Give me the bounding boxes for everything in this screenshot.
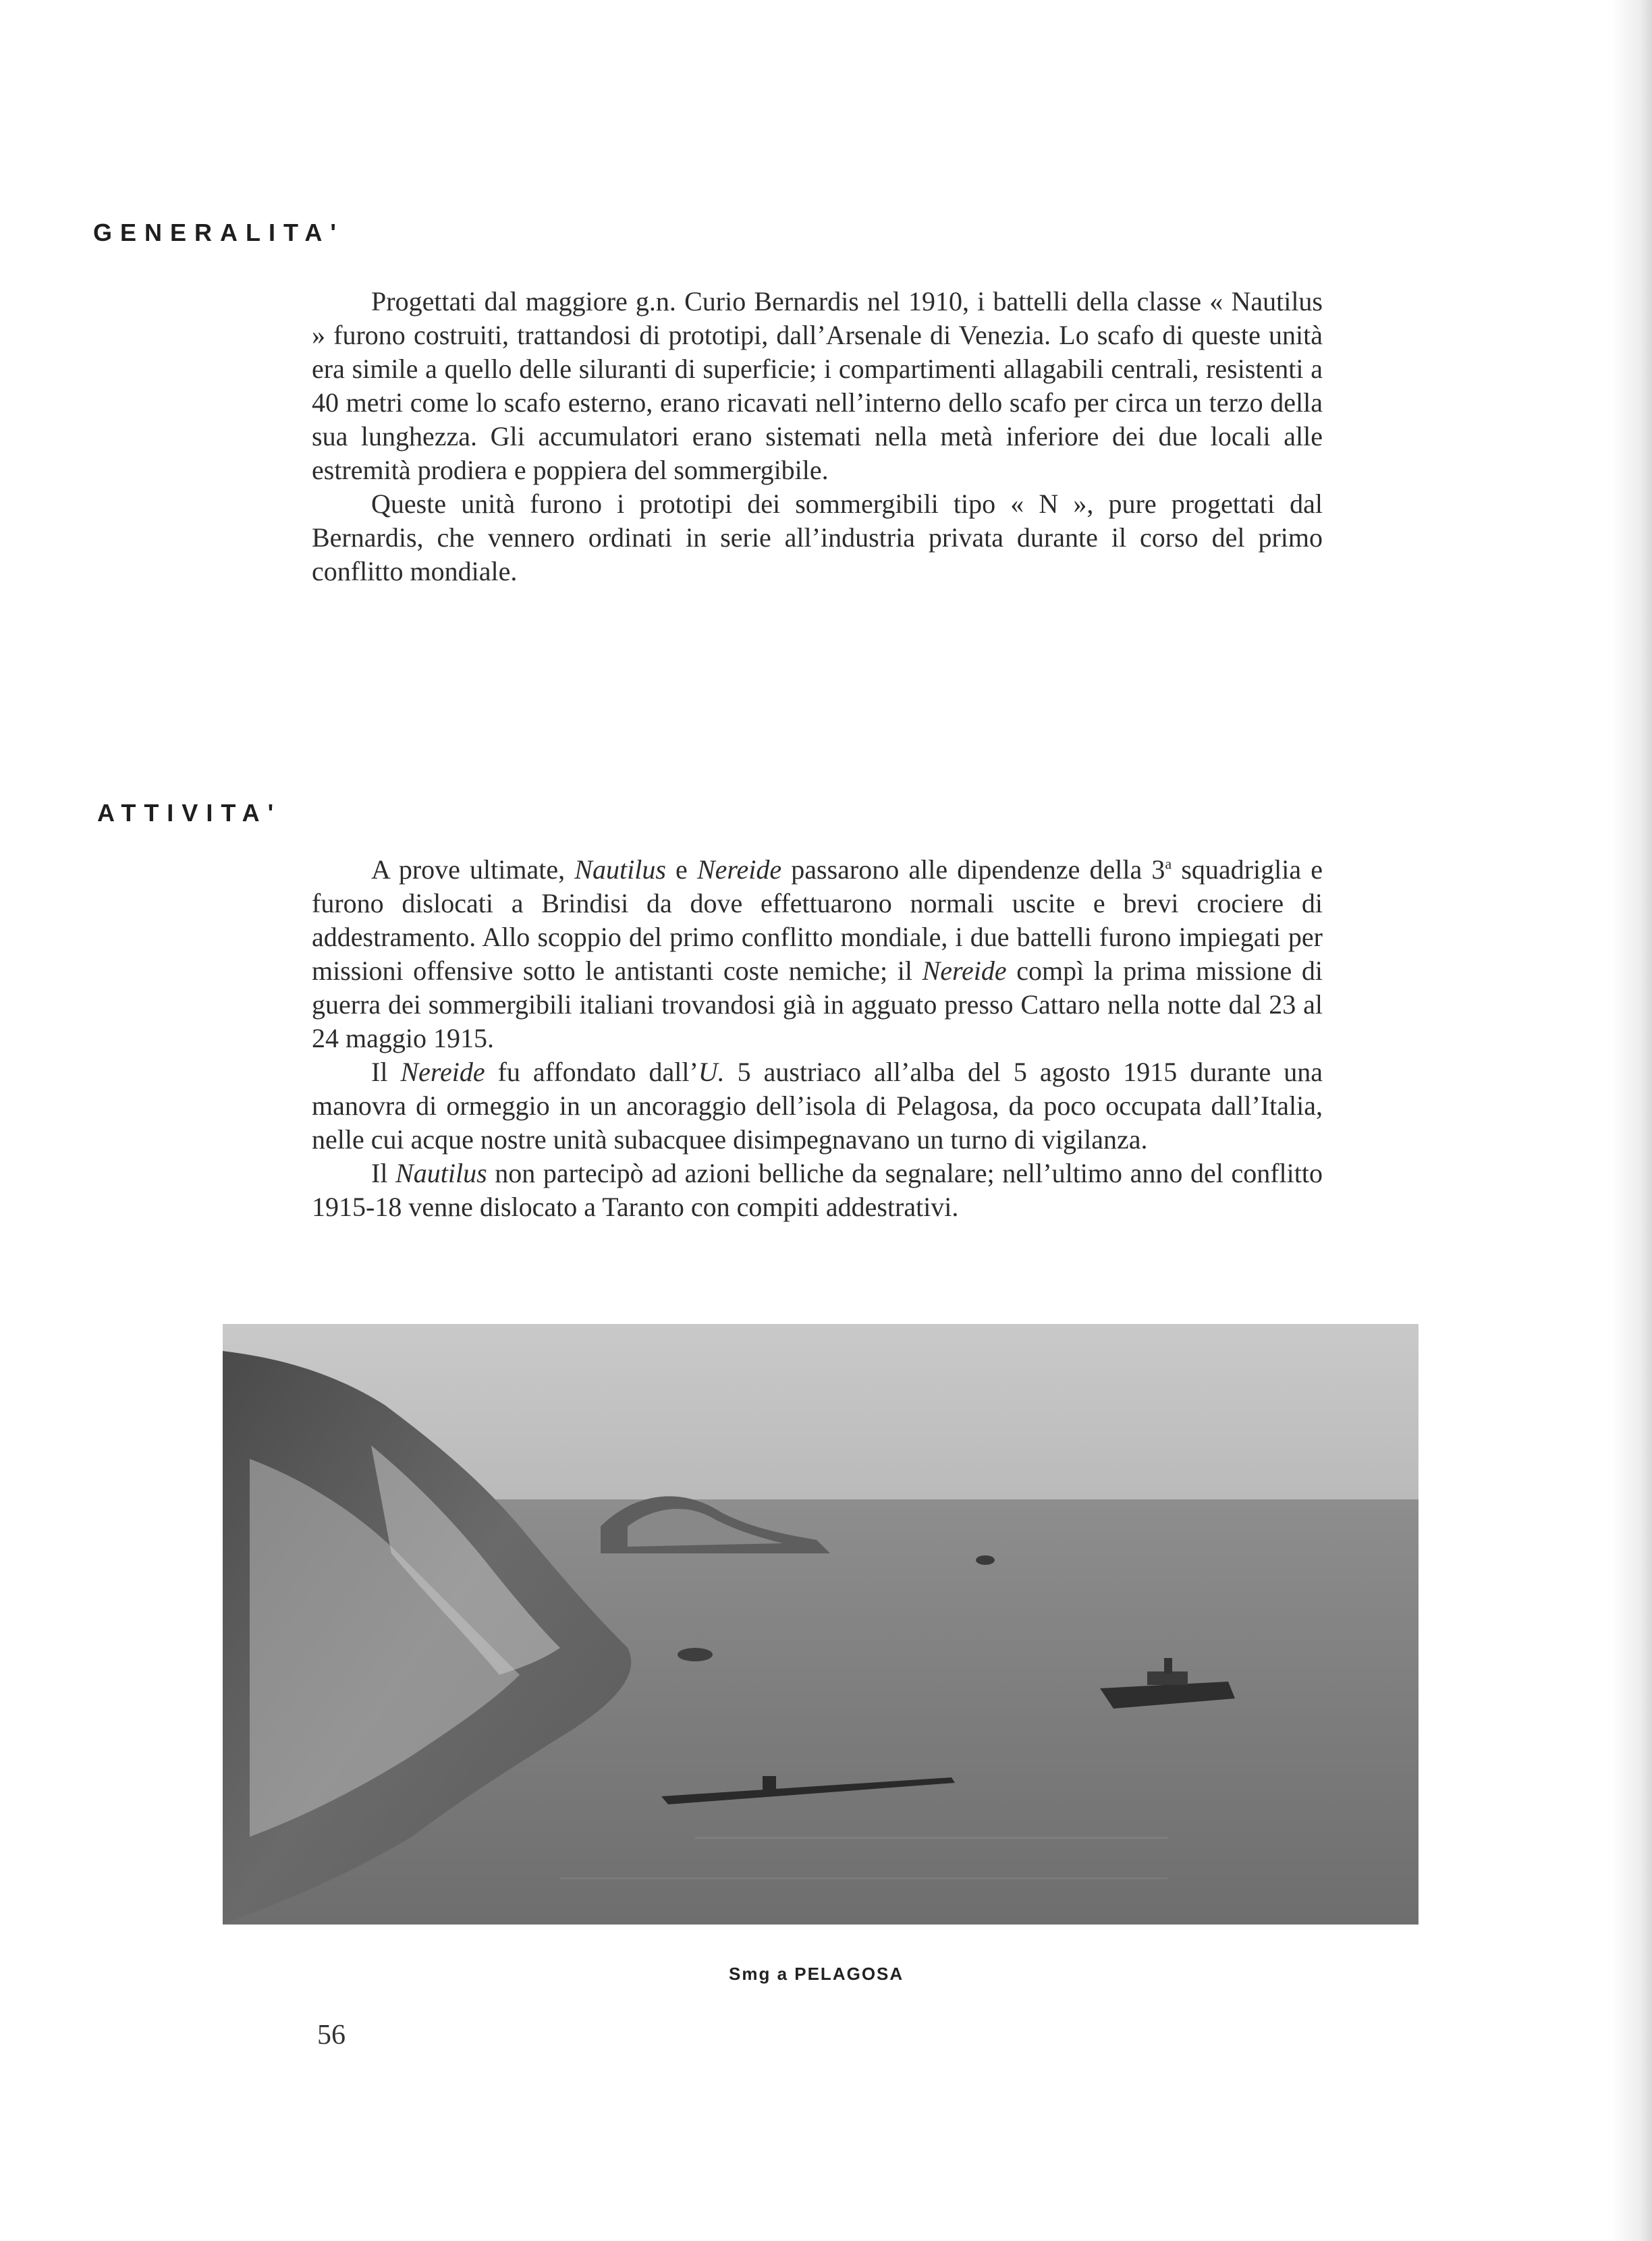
attivita-paragraph-1	[312, 853, 1323, 1055]
attivita-body	[312, 853, 1323, 1224]
text-run: passarono alle dipendenze della 3	[781, 854, 1165, 885]
rock	[678, 1648, 713, 1661]
attivita-paragraph-2	[312, 1055, 1323, 1157]
ship-name: Nautilus	[574, 854, 666, 885]
photo-caption: Smg a PELAGOSA	[729, 1964, 904, 1984]
text-run: non partecipò ad azioni belliche da segnalare; nell’ultimo anno del conflitto 1915-18 venne dislocato a Taranto con compiti addestrativi.	[312, 1158, 1323, 1222]
text-run: fu affondato dall’	[485, 1057, 698, 1087]
section-heading-generalita: GENERALITA'	[93, 219, 344, 246]
section-heading-attivita: ATTIVITA'	[97, 799, 282, 827]
ship-name: U.	[698, 1057, 725, 1087]
text-run: Il	[371, 1158, 396, 1188]
ship-name: Nereide	[400, 1057, 485, 1087]
attivita-paragraph-3	[312, 1157, 1323, 1224]
scan-edge-shadow	[1612, 0, 1652, 2241]
water-streak	[695, 1837, 1167, 1839]
text-run: e	[665, 854, 697, 885]
text-run: Il	[371, 1057, 401, 1087]
generalita-body	[312, 285, 1323, 588]
ship-name: Nereide	[922, 956, 1007, 986]
generalita-paragraph-2: Queste unità furono i prototipi dei sommergibili tipo « N », pure progettati dal Bernardis, che vennero ordinati in serie all’industria privata durante il corso del primo conflitto mondiale.	[312, 489, 1323, 586]
generalita-paragraph-1: Progettati dal maggiore g.n. Curio Bernardis nel 1910, i battelli della classe « Nautilus » furono costruiti, trattandosi di prototipi, dall’Arsenale di Venezia. Lo scafo di queste unità era simile a quello delle siluranti di superficie; i compartimenti allagabili centrali, resistenti a 40 metri come lo scafo esterno, erano ricavati nell’interno dello scafo per circa un terzo della sua lunghezza. Gli accumulatori erano sistemati nella metà inferiore dei due locali alle estremità prodiera e poppiera del sommergibile.	[312, 286, 1323, 485]
photo-illustration	[223, 1324, 1419, 1925]
text-run: compì la prima missione di guerra dei sommergibili italiani trovandosi già in agguato presso Cattaro nella notte dal 23 al 24 maggio 1915.	[312, 956, 1323, 1053]
text-run: 5 austriaco all’alba del 5 agosto 1915 durante una manovra di ormeggio in un ancoraggio dell’isola di Pelagosa, da poco occupata dall’Italia, nelle cui acque nostre unità subacquee disimpegnavano un turno di vigilanza.	[312, 1057, 1323, 1155]
steamship-funnel	[1164, 1658, 1172, 1674]
rock	[976, 1555, 995, 1565]
submarine-conning-tower	[763, 1776, 776, 1791]
text-run: A prove ultimate,	[371, 854, 575, 885]
water-streak	[560, 1877, 1167, 1879]
text-run: squadriglia e furono dislocati a Brindisi da dove effettuarono normali uscite e brevi crociere di addestramento. Allo scoppio del primo conflitto mondiale, i due battelli furono impiegati per missioni offensive sotto le antistanti coste nemiche; il	[312, 854, 1323, 986]
ordinal-superscript: a	[1165, 855, 1172, 873]
ship-name: Nautilus	[395, 1158, 487, 1188]
page-number: 56	[317, 2020, 346, 2051]
ship-name: Nereide	[696, 854, 782, 885]
photo-submarine-at-pelagosa	[223, 1324, 1419, 1925]
